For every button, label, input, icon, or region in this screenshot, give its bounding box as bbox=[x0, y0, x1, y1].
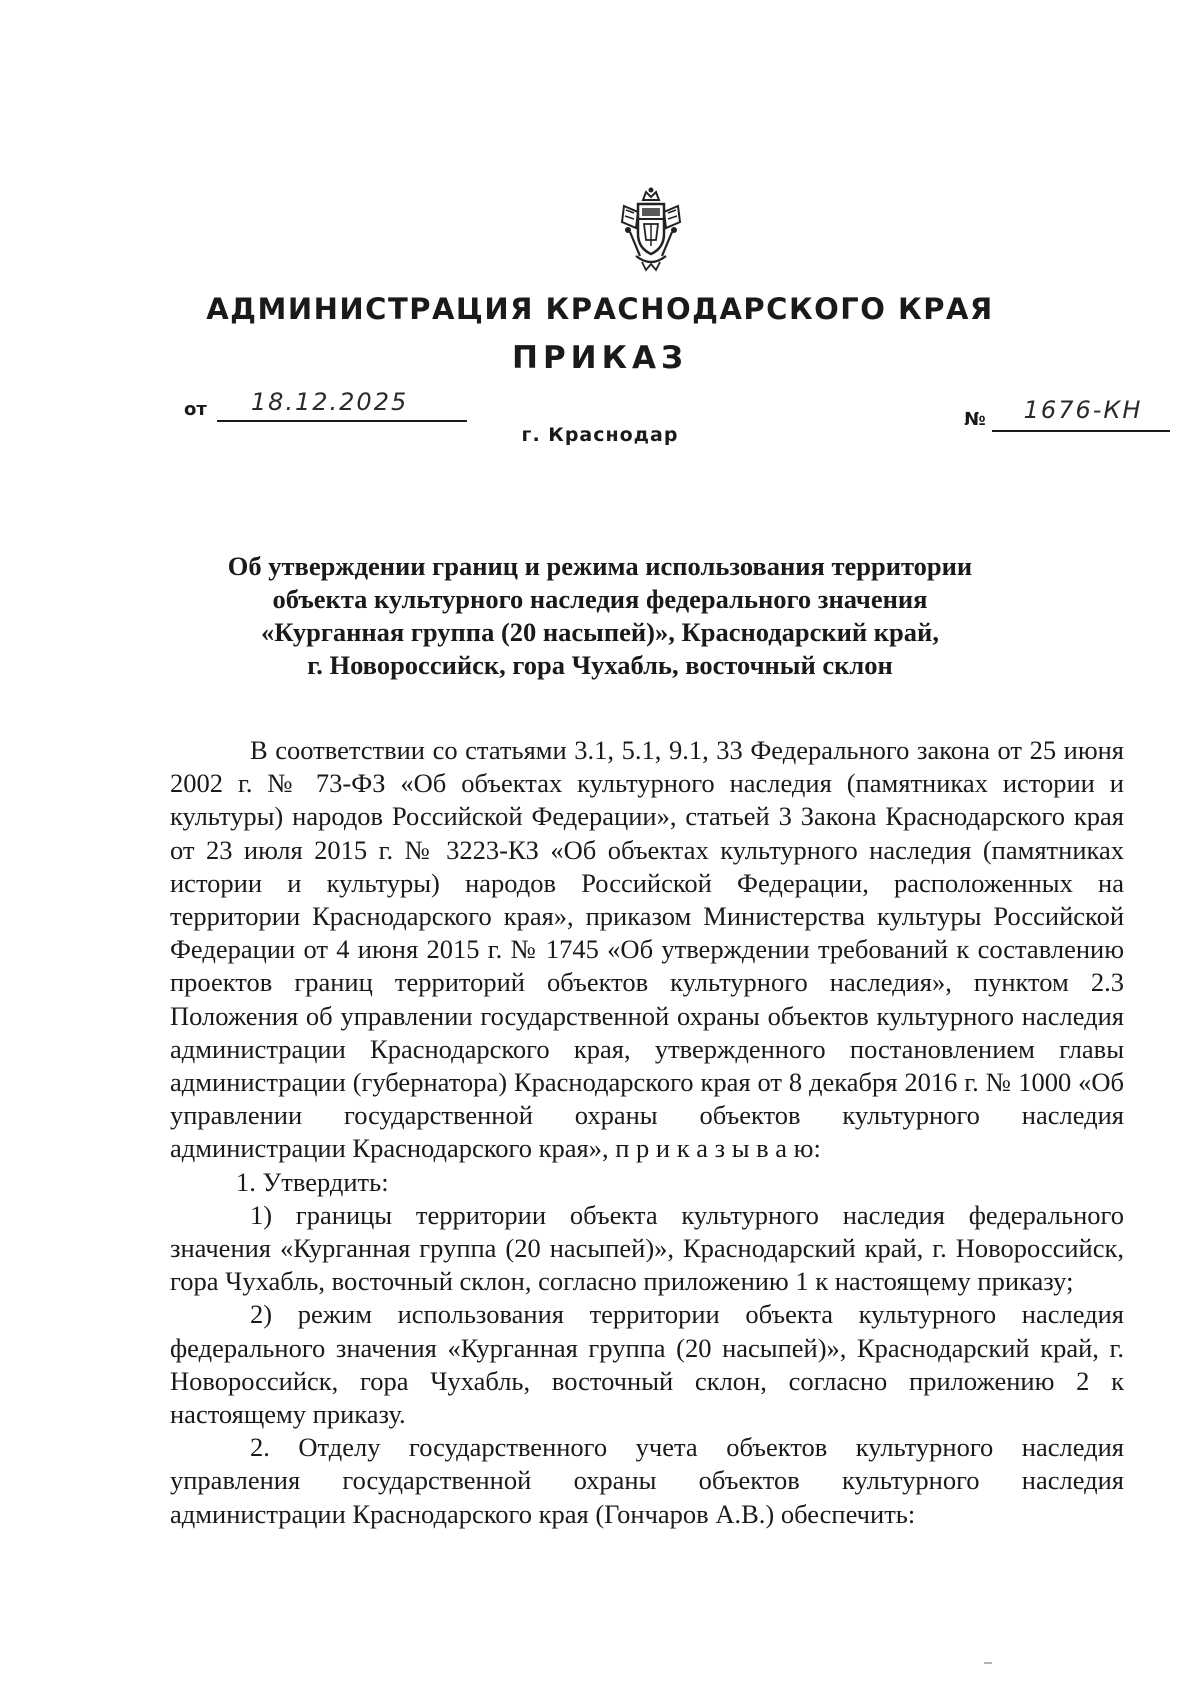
number-prefix: № bbox=[964, 409, 986, 430]
scan-artifact bbox=[984, 1662, 992, 1664]
item-1-2-paragraph: 2) режим использования территории объекта культурного наследия федерального значения «Курганная группа (20 насыпей)», Краснодарский край, г. Новороссийск, гора Чухабль, восточный склон, согласно приложению 2 к настоящему приказу. bbox=[170, 1299, 1124, 1430]
krasnodar-coat-of-arms-icon bbox=[616, 186, 686, 274]
heading-line: «Курганная группа (20 насыпей)», Краснодарский край, bbox=[261, 617, 939, 647]
document-body bbox=[170, 734, 1124, 1531]
item-2-paragraph: 2. Отделу государственного учета объектов культурного наследия управления государственной охраны объектов культурного наследия администрации Краснодарского края (Гончаров А.В.) обеспечить: bbox=[170, 1432, 1124, 1529]
handwritten-date: 18.12.2025 bbox=[250, 388, 409, 416]
preamble-paragraph: В соответствии со статьями 3.1, 5.1, 9.1, 33 Федерального закона от 25 июня 2002 г. № 73-ФЗ «Об объектах культурного наследия (памятниках истории и культуры) народов Российской Федерации», статьей 3 Закона Краснодарского края от 23 июля 2015 г. № 3223-КЗ «Об объектах культурного наследия (памятниках истории и культуры) народов Российской Федерации, расположенных на территории Краснодарского края», приказом Министерства культуры Российской Федерации от 4 июня 2015 г. № 1745 «Об утверждении требований к составлению проектов границ территорий объектов культурного наследия», пунктом 2.3 Положения об управлении государственной охраны объектов культурного наследия администрации Краснодарского края, утвержденного постановлением главы администрации (губернатора) Краснодарского края от 8 декабря 2016 г. № 1000 «Об управлении государственной охраны объектов культурного наследия администрации Краснодарского края», п р и к а з ы в а ю: bbox=[170, 735, 1124, 1164]
document-type: ПРИКАЗ bbox=[512, 340, 688, 376]
city-name: г. Краснодар bbox=[521, 424, 679, 446]
handwritten-number: 1676-КН bbox=[1023, 396, 1143, 424]
heading-line: г. Новороссийск, гора Чухабль, восточный склон bbox=[307, 650, 893, 680]
date-prefix: от bbox=[184, 399, 207, 420]
document-heading bbox=[200, 550, 1000, 682]
item-1-paragraph: 1. Утвердить: bbox=[236, 1166, 389, 1197]
organization-name: АДМИНИСТРАЦИЯ КРАСНОДАРСКОГО КРАЯ bbox=[206, 292, 994, 326]
date-field bbox=[217, 388, 467, 422]
heading-line: объекта культурного наследия федерального значения bbox=[272, 584, 928, 614]
date-line bbox=[184, 388, 467, 422]
item-1-1-paragraph: 1) границы территории объекта культурного наследия федерального значения «Курганная группа (20 насыпей)», Краснодарский край, г. Новороссийск, гора Чухабль, восточный склон, согласно приложению 1 к настоящему приказу; bbox=[170, 1199, 1124, 1297]
heading-line: Об утверждении границ и режима использования территории bbox=[227, 551, 973, 581]
